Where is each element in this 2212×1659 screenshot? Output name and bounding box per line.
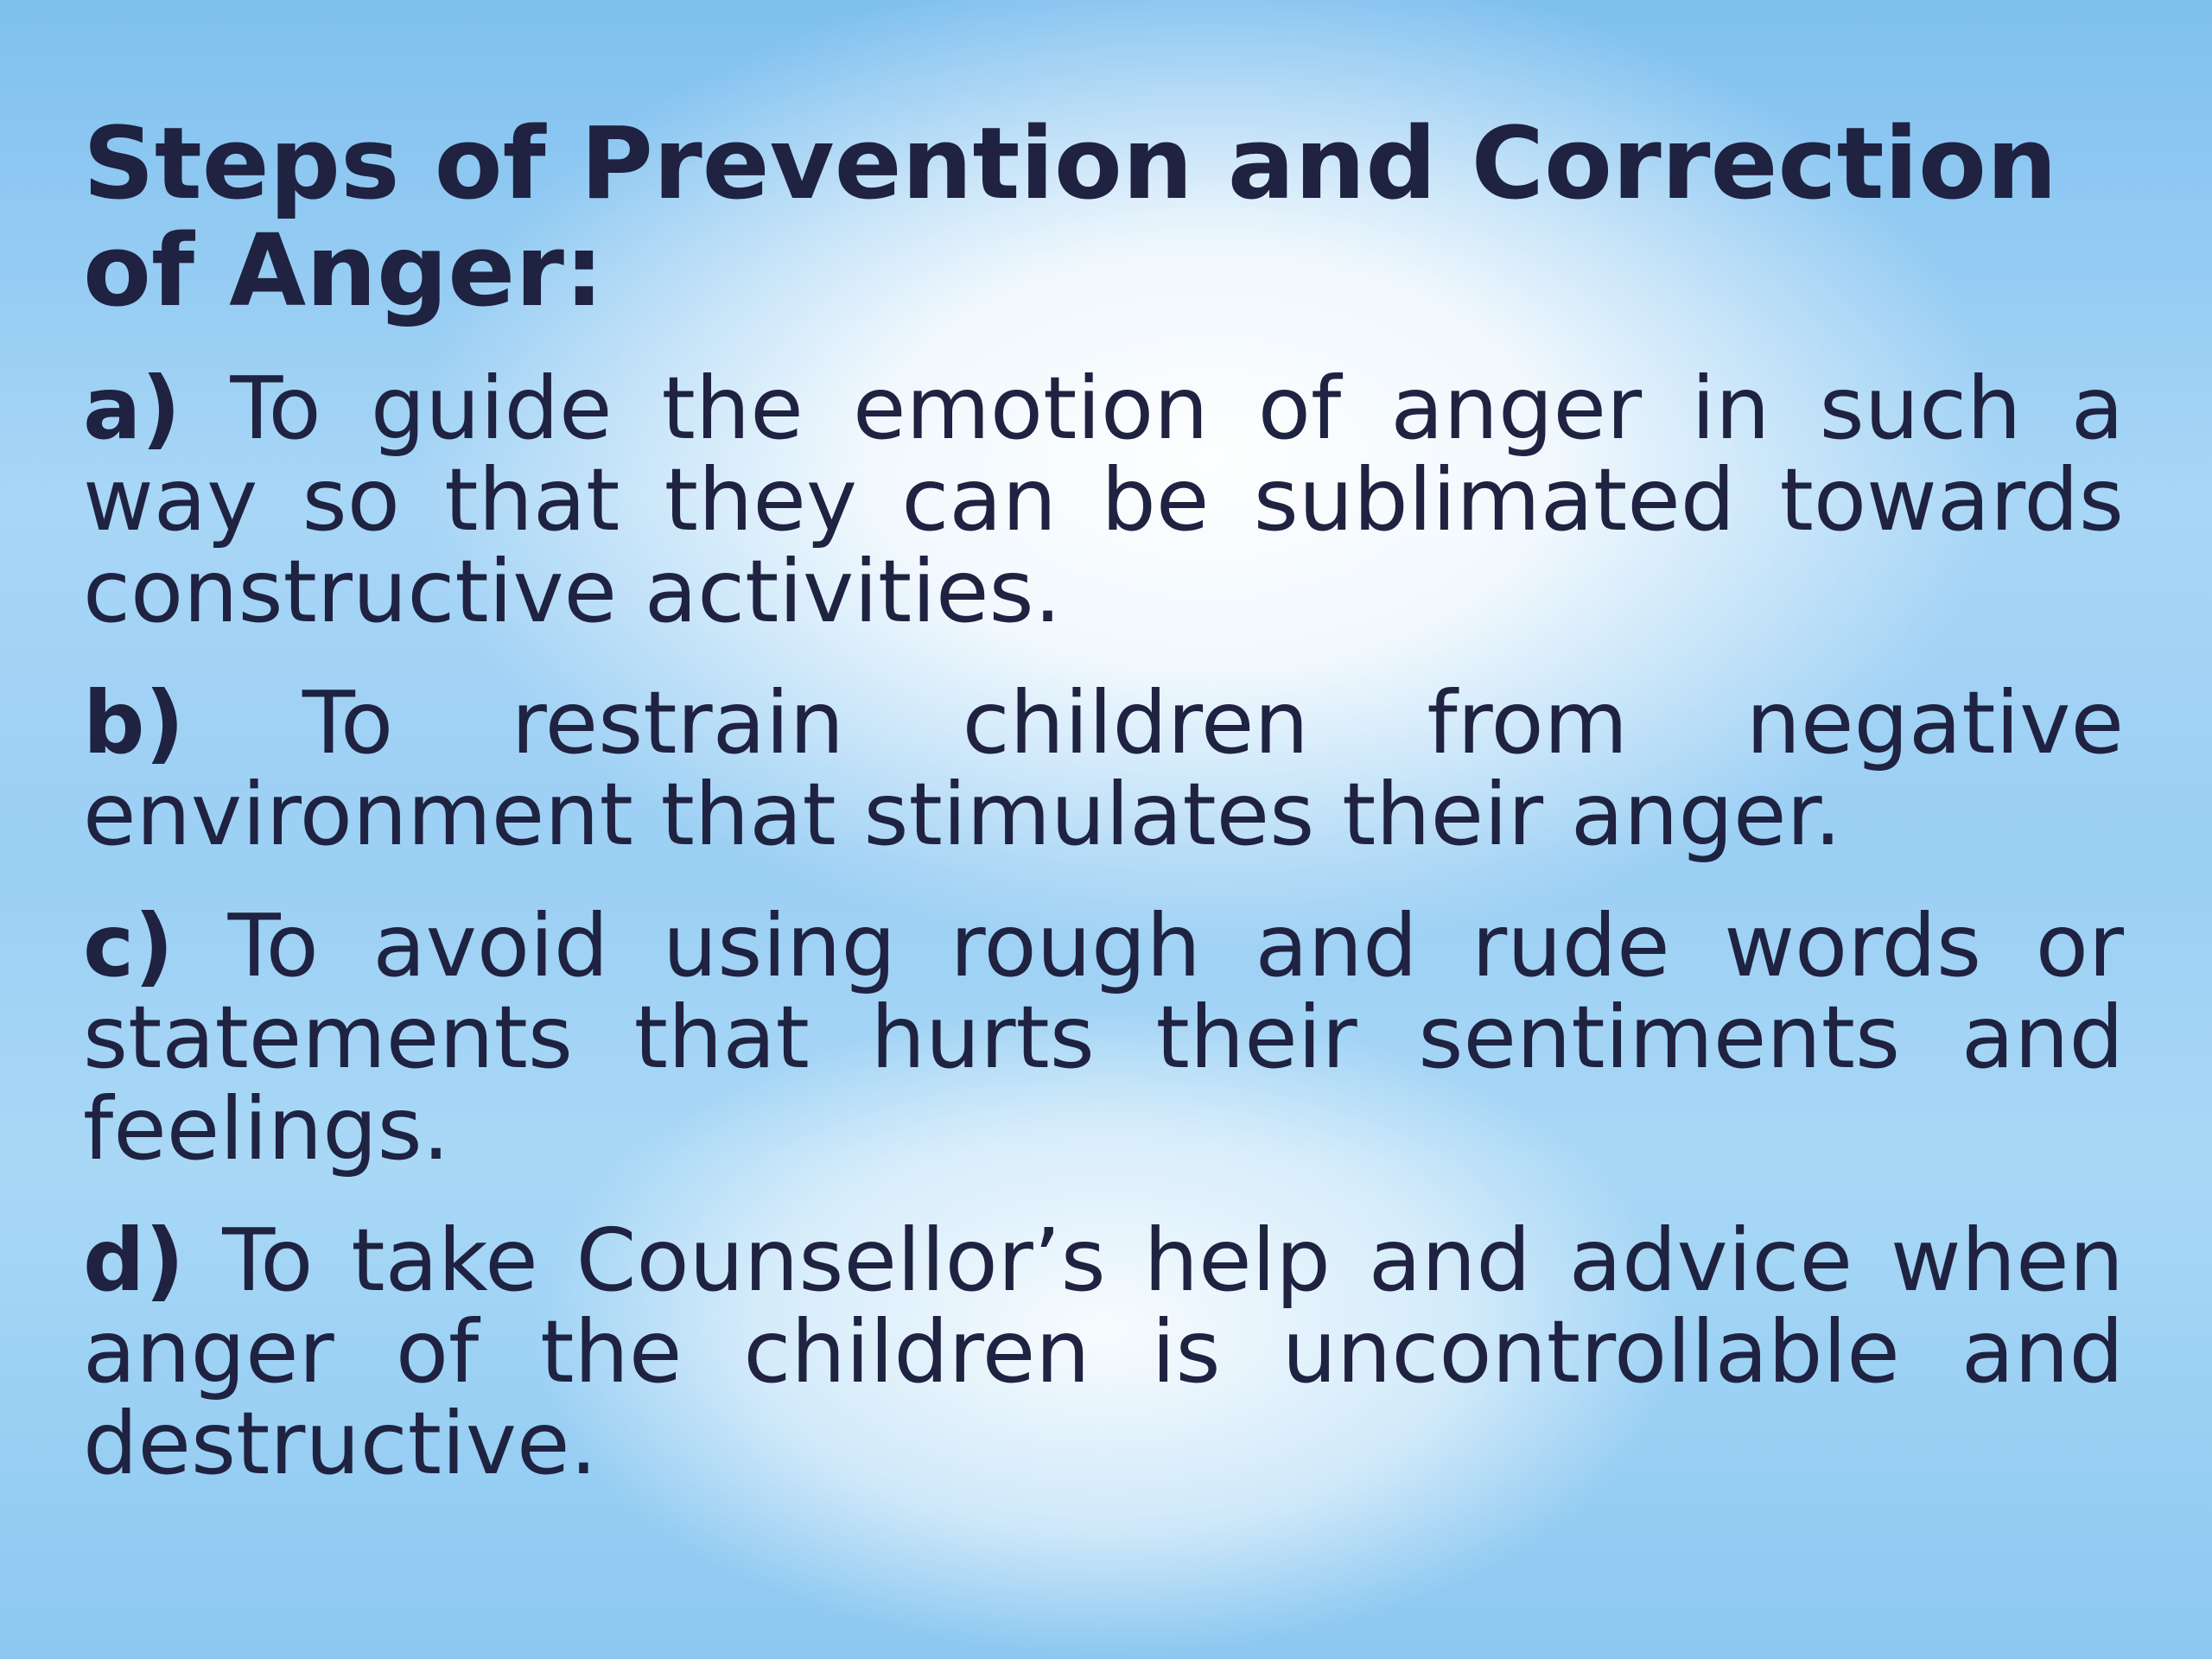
item-text-d: To take Counsellor’s help and advice when anger of the children is uncontrollable and destructive.: [83, 1210, 2124, 1494]
item-label-c: c): [83, 895, 174, 996]
list-item-c: [83, 895, 2124, 1179]
item-label-b: b): [83, 672, 185, 773]
item-label-d: d): [83, 1210, 185, 1311]
list-item-d: [83, 1210, 2124, 1494]
item-text-c: To avoid using rough and rude words or statements that hurts their sentiments and feelings.: [83, 895, 2124, 1179]
list-item-b: [83, 672, 2125, 865]
item-label-a: a): [83, 358, 181, 459]
item-text-b: To restrain children from negative environment that stimulates their anger.: [83, 672, 2125, 865]
slide-title: Steps of Prevention and Correction of Anger:: [83, 106, 2057, 329]
list-item-a: [83, 358, 2124, 642]
slide-content: [83, 106, 2125, 1529]
item-text-a: To guide the emotion of anger in such a way so that they can be sublimated towards constructive activities.: [83, 358, 2124, 642]
